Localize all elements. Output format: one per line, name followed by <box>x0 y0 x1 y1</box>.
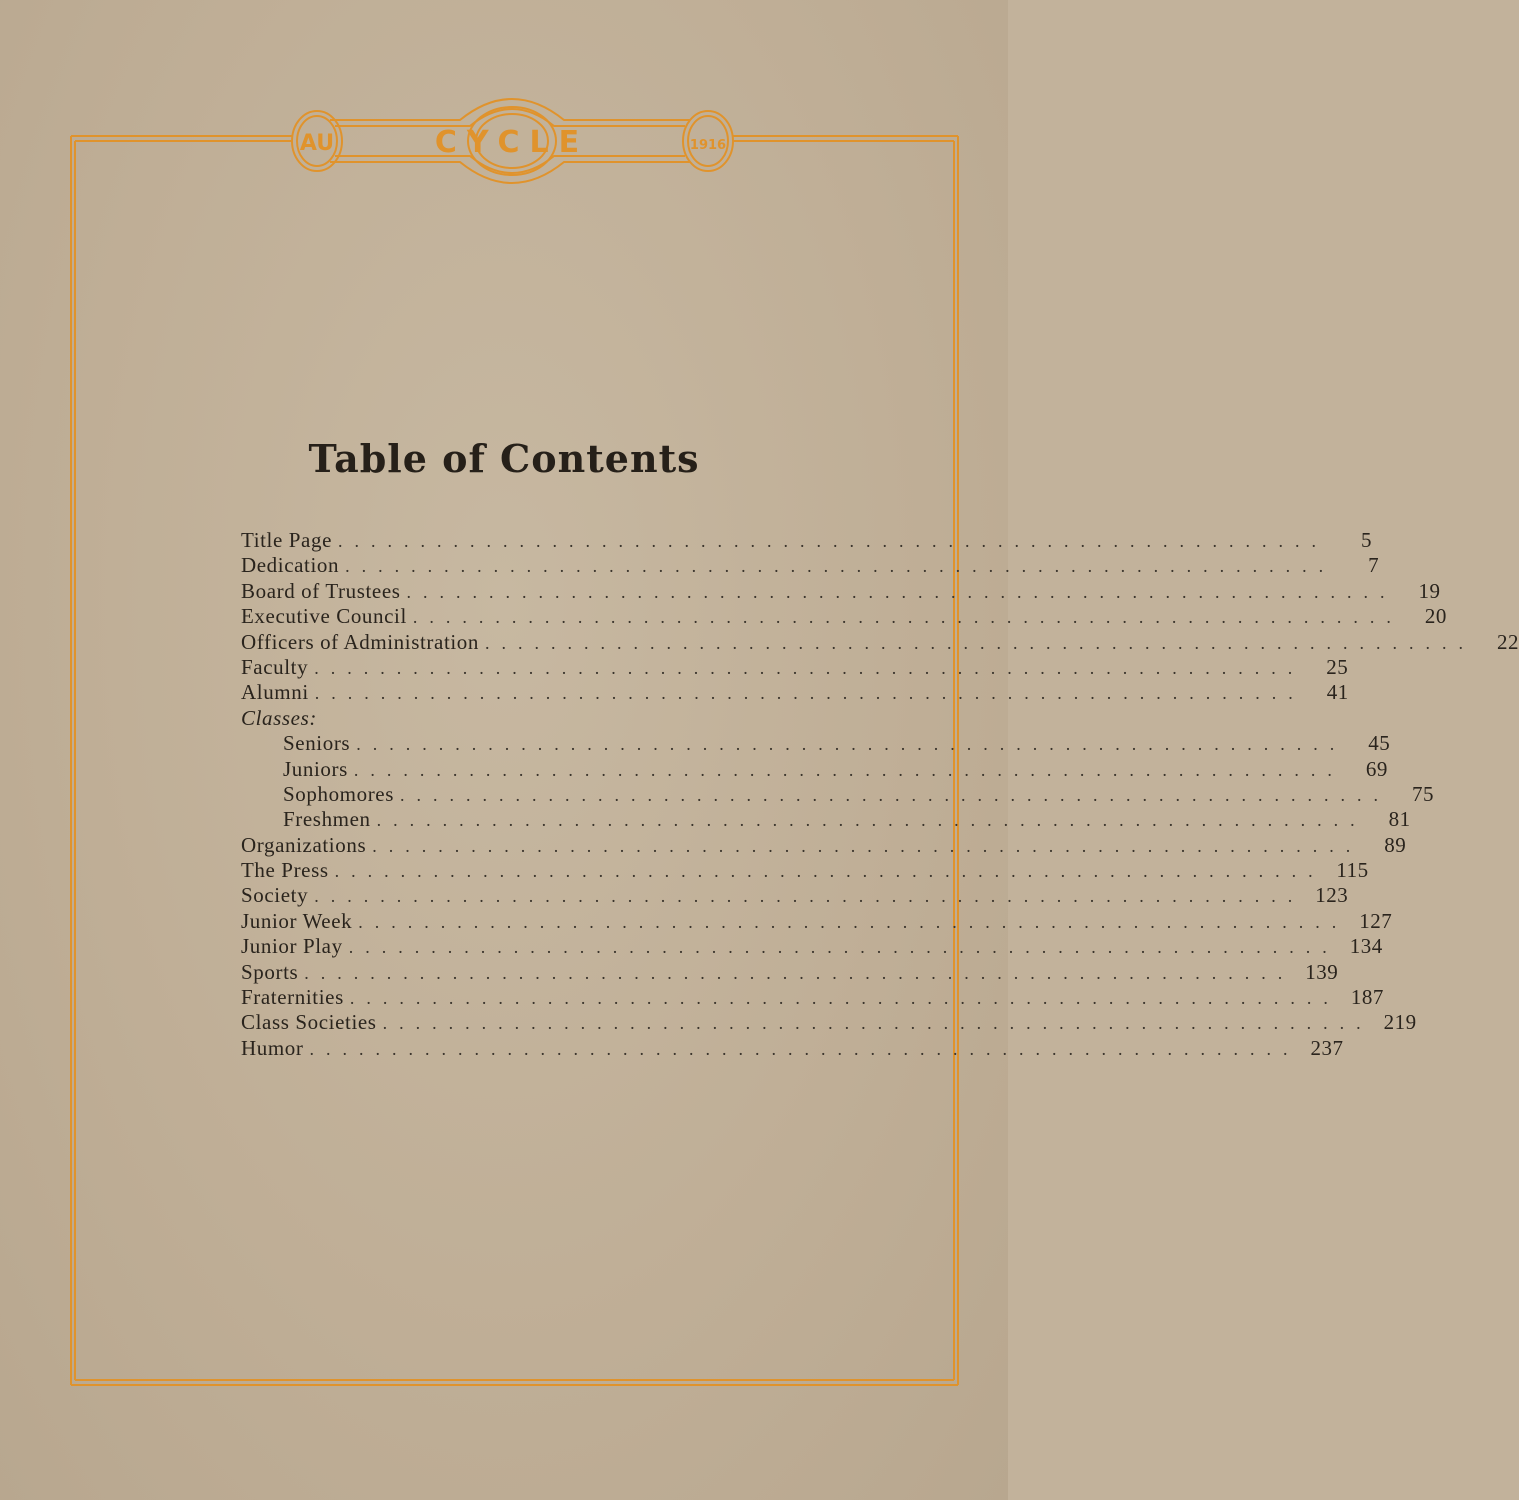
toc-entry <box>241 883 1349 908</box>
toc-entry-label: Title Page <box>241 528 332 552</box>
toc-entry-label: Society <box>241 883 309 908</box>
toc-entry-label: Juniors <box>283 756 348 781</box>
toc-entry-label: The Press <box>241 858 329 883</box>
toc-entry <box>241 680 1349 705</box>
dot-leader: ............................................................ <box>345 556 1336 577</box>
toc-entry-page-number: 237 <box>1310 1035 1344 1060</box>
ornament-left-monogram: AU <box>299 131 335 156</box>
toc-entry-label: Sports <box>241 959 299 984</box>
toc-entry <box>241 832 1407 858</box>
toc-entry-page-number: 89 <box>1384 832 1407 857</box>
toc-entry-label: Faculty <box>241 654 309 679</box>
dot-leader: ............................................................ <box>406 581 1397 602</box>
toc-entry-page-number: 134 <box>1349 934 1383 959</box>
toc-entry-page-number: 22 <box>1497 629 1519 654</box>
toc-entry <box>241 959 1339 985</box>
toc-entry-page-number: 41 <box>1326 680 1349 705</box>
toc-entry <box>241 604 1447 629</box>
toc-entry-page-number: 25 <box>1326 654 1349 679</box>
page-title: Table of Contents <box>308 436 700 481</box>
toc-entry-label: Freshmen <box>283 807 371 832</box>
dot-leader: ............................................................ <box>348 937 1339 958</box>
toc-entry <box>241 985 1384 1010</box>
toc-entry <box>241 528 1372 553</box>
toc-entry-label: Classes: <box>241 705 317 730</box>
table-of-contents <box>241 528 1519 1061</box>
toc-entry <box>241 731 1391 756</box>
dot-leader: ............................................................ <box>309 1038 1300 1059</box>
dot-leader: ............................................................ <box>353 759 1344 780</box>
toc-entry-page-number: 69 <box>1365 756 1388 781</box>
toc-entry-page-number: 127 <box>1359 908 1393 933</box>
toc-entry-page-number: 123 <box>1315 883 1349 908</box>
toc-entry-label: Organizations <box>241 832 367 857</box>
toc-entry-label: Alumni <box>241 680 309 705</box>
dot-leader: ............................................................ <box>314 657 1305 678</box>
dot-leader: ............................................................ <box>485 632 1476 653</box>
toc-entry-page-number: 219 <box>1383 1010 1417 1035</box>
toc-entry-page-number: 115 <box>1336 858 1369 883</box>
dot-leader: ............................................................ <box>372 835 1363 856</box>
dot-leader: ............................................................ <box>376 810 1367 831</box>
toc-entry-page-number: 19 <box>1418 578 1441 603</box>
toc-entry <box>241 578 1441 604</box>
toc-entry-page-number: 7 <box>1368 553 1380 578</box>
toc-entry-label: Dedication <box>241 553 340 578</box>
dot-leader: ............................................................ <box>314 683 1305 704</box>
toc-entry-label: Sophomores <box>283 781 394 806</box>
toc-entry <box>241 858 1369 883</box>
toc-entry <box>241 756 1388 782</box>
dot-leader: ............................................................ <box>358 911 1349 932</box>
toc-entry-page-number: 5 <box>1360 528 1372 552</box>
toc-entry <box>241 706 783 731</box>
toc-entry-page-number: 81 <box>1388 807 1411 832</box>
dot-leader: ............................................................ <box>304 962 1295 983</box>
dot-leader: ............................................................ <box>334 861 1325 882</box>
dot-leader: ............................................................ <box>349 988 1340 1009</box>
dot-leader: ............................................................ <box>382 1013 1373 1034</box>
dot-leader: ............................................................ <box>400 784 1390 805</box>
dot-leader: ............................................................ <box>356 734 1347 755</box>
toc-entry-label: Executive Council <box>241 604 407 629</box>
toc-entry <box>241 1010 1417 1035</box>
toc-entry <box>241 629 1519 655</box>
toc-entry-label: Board of Trustees <box>241 578 401 603</box>
toc-entry-label: Class Societies <box>241 1010 377 1035</box>
toc-entry <box>241 1035 1344 1061</box>
toc-entry-label: Junior Play <box>241 934 343 959</box>
ornament-right-year: 1916 <box>689 138 727 153</box>
toc-entry-page-number: 45 <box>1368 731 1391 756</box>
toc-entry-label: Fraternities <box>241 985 344 1010</box>
toc-entry-label: Junior Week <box>241 908 353 933</box>
dot-leader: ............................................................ <box>412 607 1403 628</box>
toc-entry-label: Seniors <box>283 731 351 756</box>
ornament-cycle-word: CYCLE <box>434 125 590 160</box>
dot-leader: ............................................................ <box>337 531 1328 551</box>
toc-entry-page-number: 139 <box>1305 959 1339 984</box>
toc-entry-page-number: 75 <box>1412 781 1434 806</box>
toc-entry <box>241 807 1411 832</box>
toc-entry-page-number: 187 <box>1350 985 1384 1010</box>
toc-entry <box>241 934 1383 959</box>
toc-entry <box>241 781 1434 807</box>
toc-entry-label: Officers of Administration <box>241 629 480 654</box>
toc-entry <box>241 908 1393 934</box>
toc-entry <box>241 553 1380 578</box>
toc-entry-label: Humor <box>241 1035 304 1060</box>
toc-entry <box>241 654 1349 680</box>
toc-entry-page-number: 20 <box>1424 604 1447 629</box>
dot-leader: ............................................................ <box>314 886 1305 907</box>
